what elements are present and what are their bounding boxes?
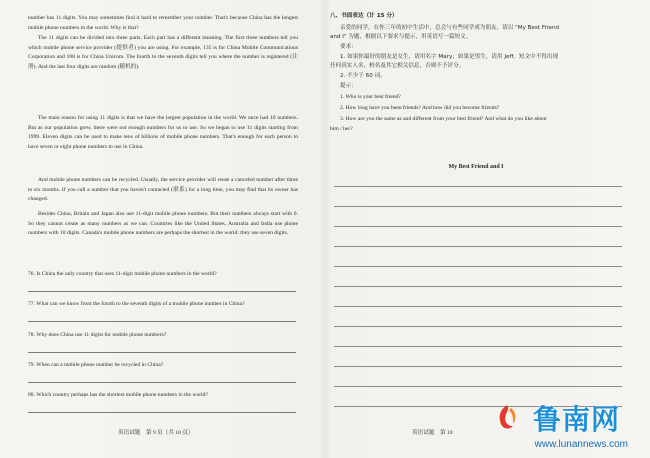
passage-paragraph-5 (28, 210, 298, 239)
writing-line[interactable] (334, 186, 622, 187)
paragraph-text: Besides China, Britain and Japan also use 11-digit mobile phone numbers. But their numbers always start with 0. So they cannot create as many numbers as we can. Countries like the United States, Australia and India use phone numbers with 10 digits. Canada's mobile phone numbers are perhaps the shortest in the world: they use seven digits. (28, 211, 298, 237)
question-76: 76. Is China the only country that uses 11-digit mobile phone numbers in the world? (28, 271, 217, 277)
passage-paragraph-1 (28, 14, 298, 33)
essay-title: My Best Friend and I (448, 164, 504, 170)
requirements-label: 要求： (340, 44, 357, 50)
passage-paragraph-3 (28, 114, 298, 152)
question-79: 79. When can a mobile phone number be recycled in China? (28, 362, 164, 368)
passage-paragraph-4 (28, 176, 298, 205)
requirement-1: 1. 如果你最好的朋友是女生，请用名字 Mary；如果是男生，请用 Jeff。短文中不得出现 (340, 54, 559, 60)
writing-line[interactable] (334, 226, 622, 227)
intro-line-1: 亲爱的同学，在你三年的初中生活中，总会与有些同学成为朋友。请以 "My Best Friend (340, 25, 560, 31)
writing-line[interactable] (334, 346, 622, 347)
writing-line[interactable] (334, 206, 622, 207)
writing-line[interactable] (334, 306, 622, 307)
answer-line-80[interactable] (28, 412, 296, 413)
paragraph-text: The 11 digits can be divided into three parts. Each part has a different meaning. The first three numbers tell you which mobile phone service provider (提供者) you are using. For example, 135 is for China Mobile Communications Corporation and 188 is for China Unicom. The fourth to the seventh digits tell you where the number is registered (注册). And the last four digits are random (随机的). (28, 35, 298, 70)
site-watermark (482, 398, 642, 454)
section-heading: 八、书面表达（计 15 分） (330, 13, 398, 19)
hint-2: 2. How long have you been friends? And how did you become friends? (340, 105, 500, 111)
intro-line-2: and I" 为题，根据以下要求与提示，用英语写一篇短文。 (330, 34, 472, 40)
answer-line-77[interactable] (28, 321, 296, 322)
answer-line-78[interactable] (28, 352, 296, 353)
passage-paragraph-2 (28, 34, 298, 72)
paragraph-text: And mobile phone numbers can be recycled. Usually, the service provider will reuse a canceled number after three to six months. If you call a number that you haven't contacted (联系) for a long time, you may find that its owner has changed. (28, 177, 298, 203)
answer-line-76[interactable] (28, 291, 296, 292)
lunan-logo-icon (492, 402, 522, 432)
page-footer-left: 英语试题 第 9 页（共 10 页） (118, 430, 194, 436)
writing-line[interactable] (334, 246, 622, 247)
writing-line[interactable] (334, 386, 622, 387)
writing-line[interactable] (334, 286, 622, 287)
paragraph-text: The main reason for using 11 digits is that we have the largest population in the world. We once had 10 numbers. But as our population grew, there were not enough numbers for us to use. So we began to use 11 digits starting from 1999. Eleven digits can be used to make tens of billions of mobile phone numbers. That's enough for each person to have seven or eight phone numbers to use in China. (28, 115, 298, 150)
hint-1: 1. Who is your best friend? (340, 94, 401, 100)
requirement-1-cont: 任何真实人名、校名及其它相关信息，否则不予评分。 (330, 63, 465, 69)
writing-line[interactable] (334, 266, 622, 267)
requirement-2: 2. 不少于 60 词。 (340, 73, 386, 79)
question-78: 78. Why does China use 11 digits for mobile phone numbers? (28, 332, 167, 338)
right-page (326, 0, 650, 458)
watermark-name: 鲁南网 (532, 403, 620, 436)
watermark-url: www.lunannews.com (534, 439, 628, 450)
left-page (0, 0, 322, 458)
page-footer-right: 英语试题 第 10 (412, 430, 453, 436)
hint-3-cont: him / her? (330, 126, 353, 132)
paragraph-text: number has 11 digits. You may sometimes find it hard to remember your number. That's because China has the longest mobile phone numbers in the world. Why is that? (28, 15, 298, 31)
hints-label: 提示： (340, 83, 357, 89)
writing-line[interactable] (334, 366, 622, 367)
hint-3: 3. How are you the same as and different from your best friend? And what do you like about (340, 116, 547, 122)
writing-line[interactable] (334, 326, 622, 327)
question-77: 77. What can we know from the fourth to the seventh digits of a mobile phone number in China? (28, 301, 245, 307)
answer-line-79[interactable] (28, 382, 296, 383)
question-80: 80. Which country perhaps has the shortest mobile phone numbers in the world? (28, 392, 208, 398)
